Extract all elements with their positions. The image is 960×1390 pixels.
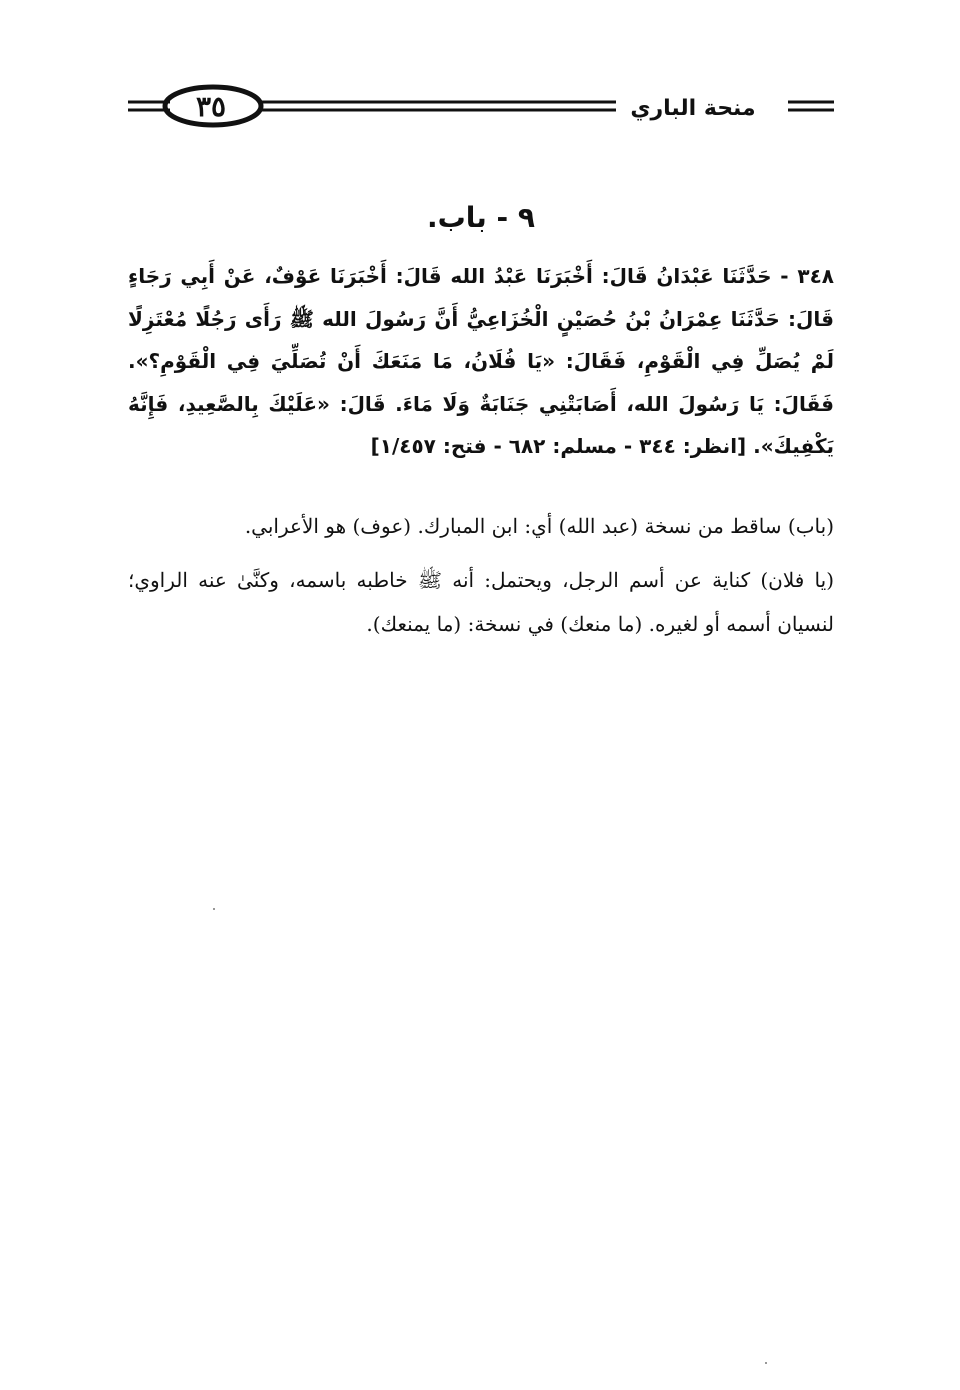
commentary-paragraph: (يا فلان) كناية عن أسم الرجل، ويحتمل: أنه ﷺ خاطبه باسمه، وكنَّىٰ عنه الراوي؛ لنسيان أسمه أو لغيره. (ما منعك) في نسخة: (ما يمنعك). xyxy=(128,568,834,636)
scan-speck xyxy=(213,908,215,910)
scan-speck xyxy=(765,1362,767,1364)
commentary xyxy=(128,504,834,656)
commentary-paragraph: (باب) ساقط من نسخة (عبد الله) أي: ابن المبارك. (عوف) هو الأعرابي. xyxy=(244,514,834,538)
running-title: منحة الباري xyxy=(630,96,756,121)
chapter-heading: ٩ - باب. xyxy=(426,201,535,234)
hadith-text: ٣٤٨ - حَدَّثَنَا عَبْدَانُ قَالَ: أَخْبَرَنَا عَبْدُ الله قَالَ: أَخْبَرَنَا عَوْفٌ، عَنْ أَبِي رَجَاءٍ قَالَ: حَدَّثَنَا عِمْرَانُ بْنُ حُصَيْنٍ الْخُزَاعِيُّ أَنَّ رَسُولَ الله ﷺ رَأَى رَجُلًا مُعْتَزِلًا لَمْ يُصَلِّ فِي الْقَوْمِ، فَقَالَ: «يَا فُلَانُ، مَا مَنَعَكَ أَنْ تُصَلِّيَ فِي الْقَوْمِ؟». فَقَالَ: يَا رَسُولَ الله، أَصَابَتْنِي جَنَابَةٌ وَلَا مَاءَ. قَالَ: «عَلَيْكَ بِالصَّعِيدِ، فَإِنَّهُ يَكْفِيكَ». [انظر: ٣٤٤ - مسلم: ٦٨٢ - فتح: ١/٤٥٧] xyxy=(128,264,834,458)
page-number: ٣٥ xyxy=(195,90,227,123)
